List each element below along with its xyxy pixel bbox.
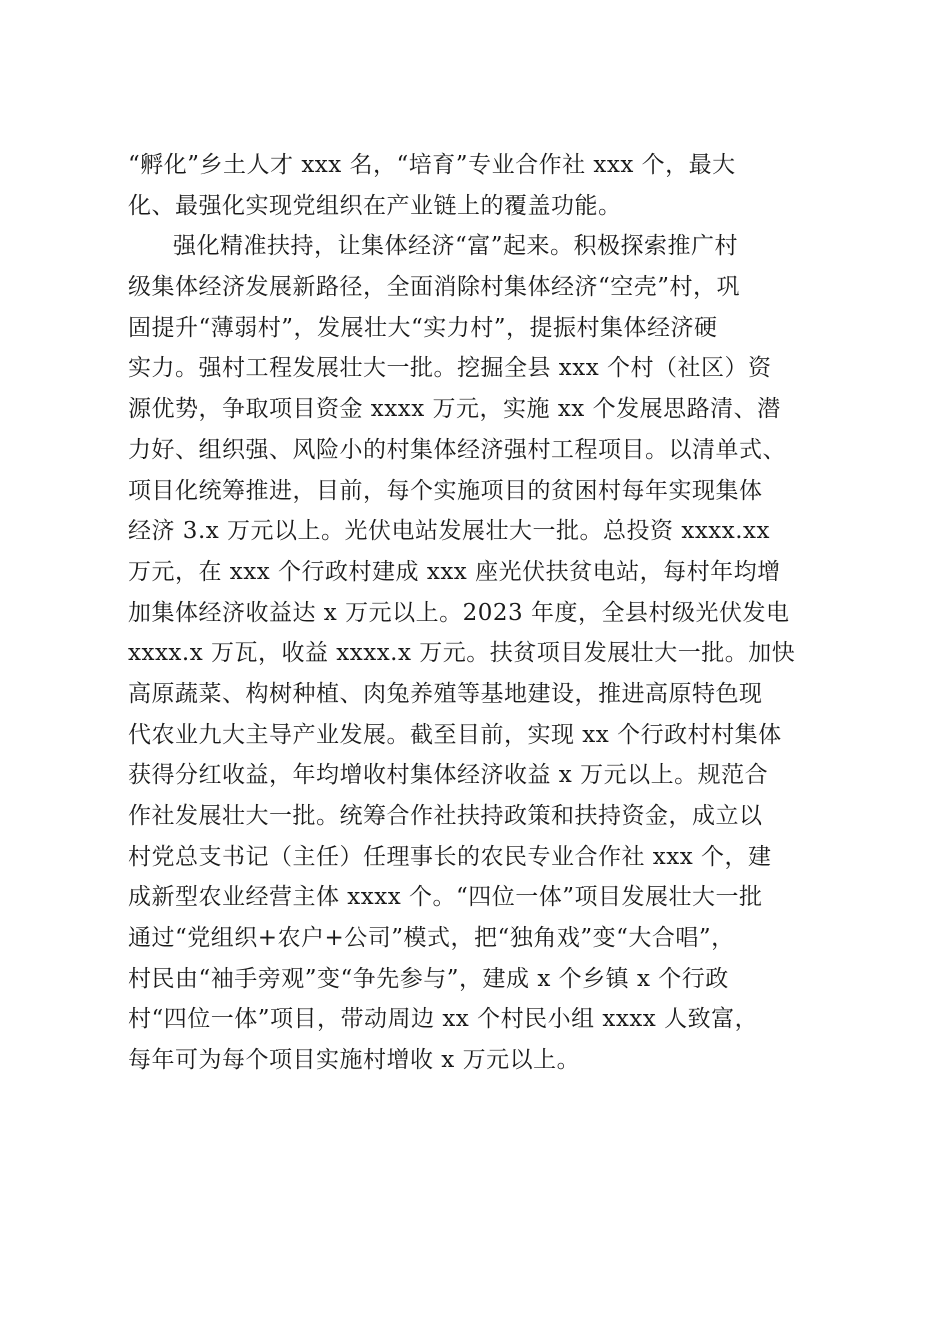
text-line: 力好、组织强、风险小的村集体经济强村工程项目。以清单式、	[128, 436, 786, 463]
text-line: 源优势，争取项目资金 xxxx 万元，实施 xx 个发展思路清、潜	[128, 396, 781, 423]
text-line: 级集体经济发展新路径，全面消除村集体经济“空壳”村，巩	[128, 274, 741, 301]
text-line: 代农业九大主导产业发展。截至目前，实现 xx 个行政村村集体	[128, 721, 782, 748]
text-line: 万元，在 xxx 个行政村建成 xxx 座光伏扶贫电站，每村年均增	[128, 558, 781, 585]
text-line: 村党总支书记（主任）任理事长的农民专业合作社 xxx 个，建	[128, 843, 772, 870]
text-line: 化、最强化实现党组织在产业链上的覆盖功能。	[128, 192, 622, 219]
text-line: 加集体经济收益达 x 万元以上。2023 年度，全县村级光伏发电	[128, 599, 790, 626]
text-line: 获得分红收益，年均增收村集体经济收益 x 万元以上。规范合	[128, 762, 769, 789]
text-line: 成新型农业经营主体 xxxx 个。“四位一体”项目发展壮大一批	[128, 884, 763, 911]
text-line: 每年可为每个项目实施村增收 x 万元以上。	[128, 1047, 581, 1074]
text-line: 固提升“薄弱村”，发展壮大“实力村”，提振村集体经济硬	[128, 314, 718, 341]
text-line: “孵化”乡土人才 xxx 名，“培育”专业合作社 xxx 个，最大	[128, 152, 736, 178]
text-line: 实力。强村工程发展壮大一批。挖掘全县 xxx 个村（社区）资	[128, 355, 772, 382]
text-line: 高原蔬菜、构树种植、肉兔养殖等基地建设，推进高原特色现	[128, 680, 763, 707]
text-line: 村民由“袖手旁观”变“争先参与”，建成 x 个乡镇 x 个行政	[128, 965, 729, 992]
body-text	[128, 145, 848, 1081]
paragraph-heading-line: 强化精准扶持，让集体经济“富”起来。积极探索推广村	[173, 233, 739, 260]
text-line: 项目化统筹推进，目前，每个实施项目的贫困村每年实现集体	[128, 477, 763, 504]
text-line: 通过“党组织+农户+公司”模式，把“独角戏”变“大合唱”，	[128, 925, 735, 952]
text-line: 作社发展壮大一批。统筹合作社扶持政策和扶持资金，成立以	[128, 803, 763, 829]
text-line: xxxx.x 万瓦，收益 xxxx.x 万元。扶贫项目发展壮大一批。加快	[128, 640, 796, 667]
text-line: 经济 3.x 万元以上。光伏电站发展壮大一批。总投资 xxxx.xx	[128, 518, 770, 545]
text-line: 村“四位一体”项目，带动周边 xx 个村民小组 xxxx 人致富，	[128, 1006, 759, 1033]
